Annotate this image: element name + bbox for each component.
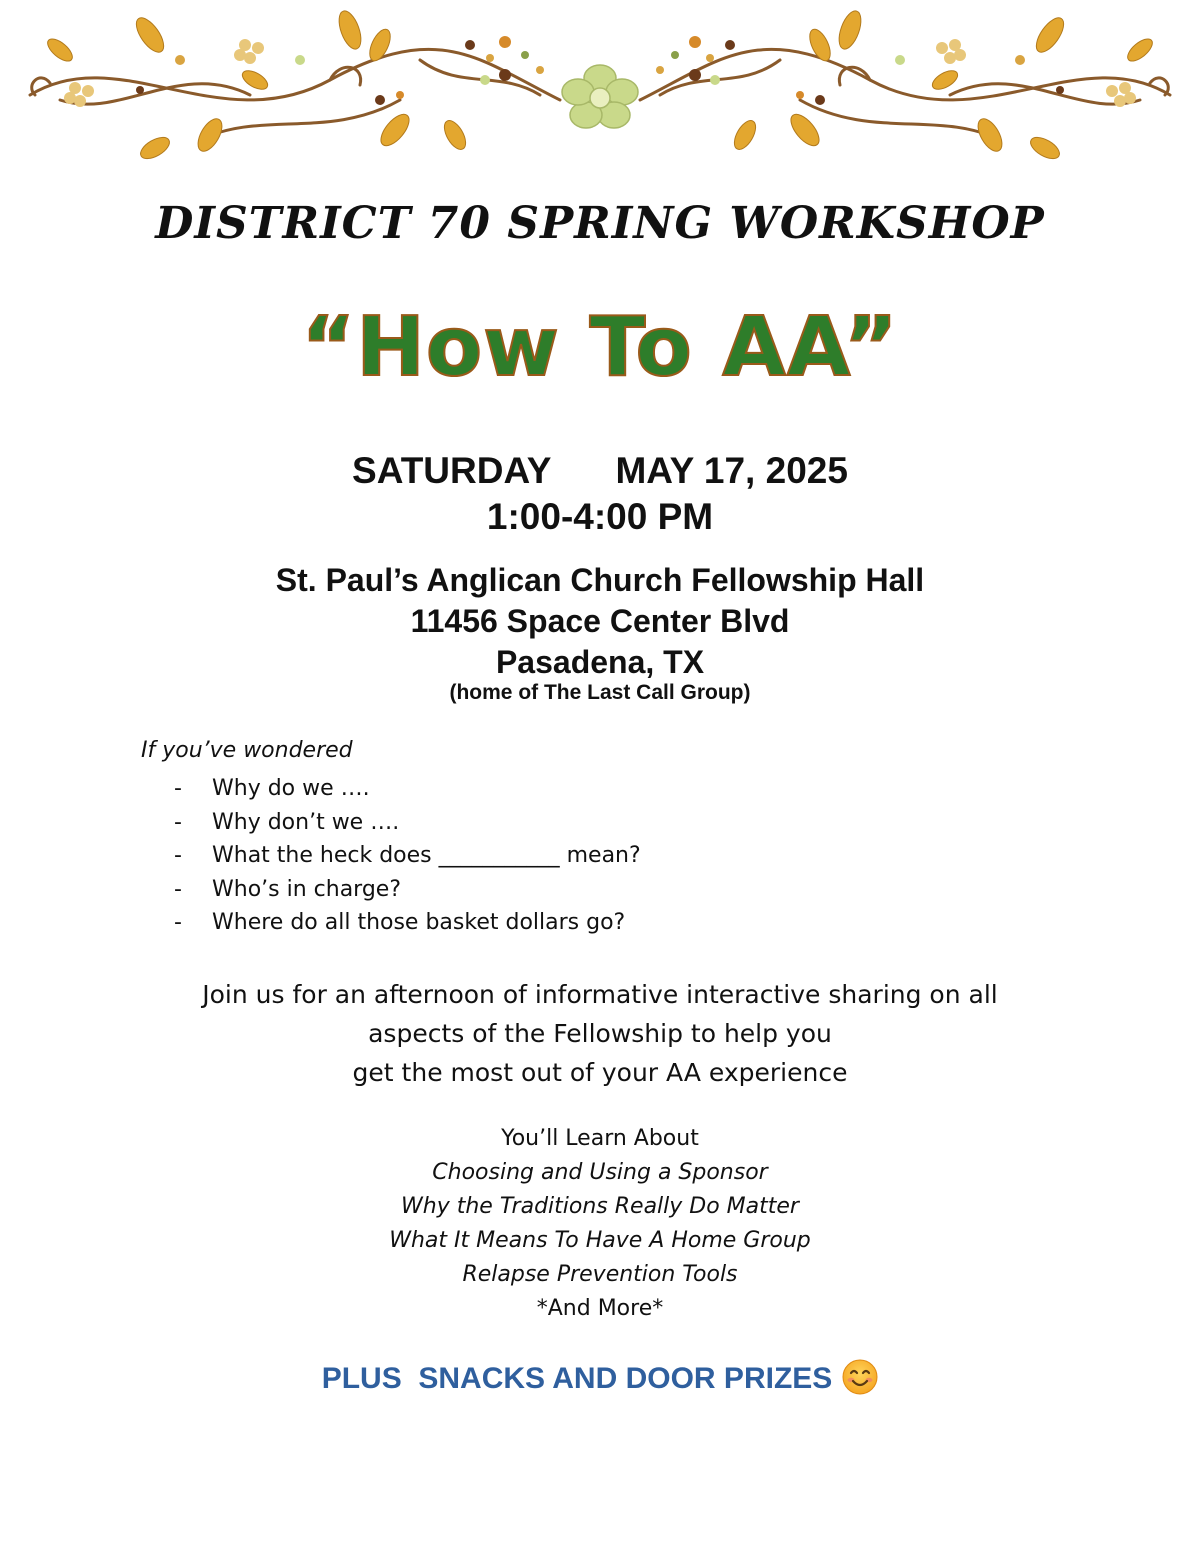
event-date: MAY 17, 2025 — [615, 450, 848, 491]
learn-topic: What It Means To Have A Home Group — [389, 1228, 811, 1253]
wonder-list — [174, 772, 641, 940]
list-item-text: Why do we …. — [212, 776, 370, 801]
floral-vine-banner-icon — [0, 0, 1200, 175]
list-item — [174, 839, 641, 873]
list-item-text: Who’s in charge? — [212, 876, 402, 902]
list-item — [174, 906, 641, 940]
list-dash: - — [174, 876, 182, 902]
list-item — [174, 806, 641, 840]
learn-more: *And More* — [536, 1296, 664, 1321]
venue-city: Pasadena, TX — [495, 644, 705, 680]
workshop-headline: “How To AA” — [301, 300, 899, 395]
list-dash: - — [174, 910, 182, 935]
venue-block — [0, 560, 1200, 683]
smiley-face-icon — [842, 1359, 878, 1395]
list-item — [174, 873, 641, 907]
learn-topic: Why the Traditions Really Do Matter — [401, 1194, 799, 1219]
learn-topic: Choosing and Using a Sponsor — [432, 1160, 768, 1185]
join-line: aspects of the Fellowship to help you — [368, 1019, 832, 1048]
list-item-text: What the heck does ___________ mean? — [212, 843, 641, 868]
wonder-intro: If you’ve wondered — [141, 738, 353, 763]
list-dash: - — [174, 776, 182, 801]
list-dash: - — [174, 809, 182, 835]
join-line: Join us for an afternoon of informative interactive sharing on all — [202, 980, 998, 1009]
page-title: DISTRICT 70 SPRING WORKSHOP — [155, 198, 1045, 249]
learn-topic: Relapse Prevention Tools — [462, 1262, 738, 1287]
plus-text: PLUS SNACKS AND DOOR PRIZES — [321, 1362, 833, 1395]
list-item-text: Why don’t we …. — [212, 809, 400, 835]
list-item-text: Where do all those basket dollars go? — [212, 910, 626, 935]
event-day: SATURDAY — [352, 450, 552, 491]
plus-snacks-banner — [0, 1362, 1200, 1398]
join-line: get the most out of your AA experience — [352, 1058, 848, 1087]
join-paragraph — [0, 975, 1200, 1092]
venue-name: St. Paul’s Anglican Church Fellowship Hall — [275, 562, 925, 598]
list-dash: - — [174, 843, 182, 868]
venue-note: (home of The Last Call Group) — [449, 681, 751, 704]
event-time: 1:00-4:00 PM — [486, 496, 714, 537]
venue-street: 11456 Space Center Blvd — [410, 603, 790, 639]
learn-section — [0, 1122, 1200, 1326]
event-date-line — [0, 450, 1200, 492]
learn-heading: You’ll Learn About — [501, 1126, 699, 1151]
list-item — [174, 772, 641, 806]
